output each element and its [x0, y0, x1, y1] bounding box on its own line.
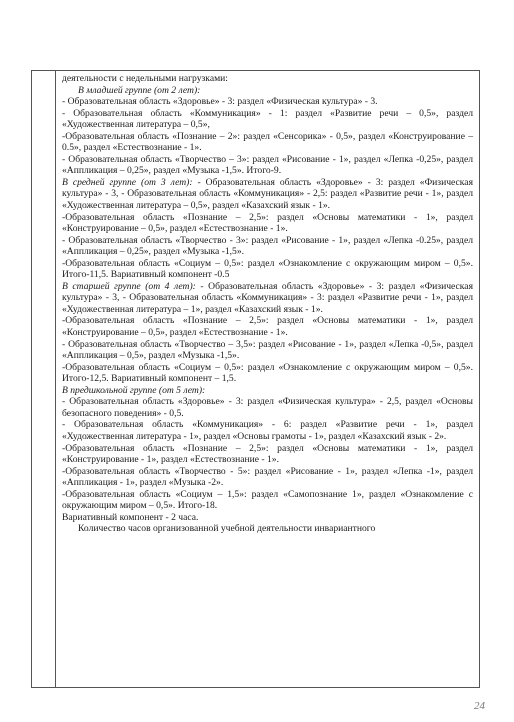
paragraph — [62, 523, 473, 535]
table-bottom-border — [31, 687, 480, 688]
paragraph — [62, 385, 473, 397]
paragraph-text: Количество часов организованной учебной деятельности инвариантного — [78, 523, 376, 535]
paragraph — [62, 512, 473, 524]
paragraph — [62, 85, 473, 97]
document-body — [56, 70, 479, 535]
paragraph-text: Вариативный компонент - 2 часа. — [62, 511, 199, 523]
paragraph-text: В старшей группе (от 4 лет): — [62, 280, 196, 292]
paragraph-text: - Образовательная область «Творчество – 3,5»: раздел «Рисование - 1», раздел «Лепка -0,5», раздел «Аппликация – 0,5», раздел «Музыка -1,5». — [62, 338, 473, 362]
paragraph — [62, 212, 473, 235]
paragraph-text: деятельности с недельными нагрузками: — [62, 73, 228, 84]
paragraph — [62, 466, 473, 489]
paragraph — [62, 443, 473, 466]
paragraph — [62, 396, 473, 419]
paragraph — [62, 96, 473, 108]
paragraph — [62, 108, 473, 131]
paragraph — [62, 362, 473, 385]
paragraph — [62, 315, 473, 338]
paragraph-text: -Образовательная область «Социум – 0,5»: раздел «Ознакомление с окружающим миром – 0,5». Итого-12,5. Вариативный компонент – 1,5. — [62, 361, 473, 385]
paragraph-text: - Образовательная область «Здоровье» - 3: раздел «Физическая культура» - 3. — [62, 96, 378, 108]
paragraph-text: В предшкольной группе (от 5 лет): — [62, 384, 206, 396]
paragraph — [62, 339, 473, 362]
paragraph-text: -Образовательная область «Познание – 2,5»: раздел «Основы математики - 1», раздел «Конструирование – 0,5», раздел «Естествознание - 1». — [62, 315, 473, 339]
paragraph-text: - Образовательная область «Коммуникация» - 6: раздел «Развитие речи - 1», раздел «Художественная литература - 1», раздел «Основы грамоты - 1», раздел «Казахский язык - 2». — [62, 419, 473, 442]
paragraph-text: -Образовательная область «Познание – 2»: раздел «Сенсорика» - 0,5», раздел «Конструирование – 0.5», раздел «Естествознание - 1». — [62, 130, 473, 154]
paragraph-text: -Образовательная область «Познание – 2,5»: раздел «Основы математики - 1», раздел «Конструирование – 0,5», раздел «Естествознание - 1». — [62, 211, 473, 235]
paragraph-text: - Образовательная область «Здоровье» - 3: раздел «Физическая культура» - 2,5, раздел «Основы безопасного поведения» - 0,5. — [62, 396, 473, 419]
paragraph-text: -Образовательная область «Социум – 0,5»: раздел «Ознакомление с окружающим миром – 0,5». Итого-11,5. Вариативный компонент -0.5 — [62, 257, 473, 281]
paragraph-text: В младшей группе (от 2 лет): — [78, 84, 201, 96]
table-content-cell — [55, 70, 480, 687]
paragraph-text: -Образовательная область «Социум – 1,5»: раздел «Самопознание 1», раздел «Ознакомление с окружающим миром – 0,5». Итого-18. — [62, 488, 473, 512]
table-left-column — [31, 70, 55, 687]
paragraph-text: - Образовательная область «Творчество – 3»: раздел «Рисование - 1», раздел «Лепка -0,25», раздел «Аппликация – 0,25», раздел «Музыка -1,5». Итого-9. — [62, 153, 473, 177]
paragraph-text-continued: - Образовательная область «Здоровье» - 3: раздел «Физическая культура» - 3, - Образовательная область «Коммуникация» - 3: раздел «Развитие речи - 1», раздел «Художественная литература – 1», раздел «Казахский язык - 1». — [62, 280, 473, 315]
paragraph-text: -Образовательная область «Творчество - 5»: раздел «Рисование - 1», раздел «Лепка -1», раздел «Аппликация - 1», раздел «Музыка -2». — [62, 465, 473, 489]
paragraph — [62, 281, 473, 316]
paragraph — [62, 419, 473, 442]
paragraph — [62, 177, 473, 212]
paragraph-text: В средней группе (от 3 лет): — [62, 176, 193, 188]
paragraph-text: - Образовательная область «Творчество - 3»: раздел «Рисование - 1», раздел «Лепка -0.25», раздел «Аппликация – 0,25», раздел «Музыка -1,5». — [62, 234, 473, 258]
page-number: 24 — [474, 700, 485, 712]
paragraph — [62, 154, 473, 177]
paragraph-text: -Образовательная область «Познание – 2,5»: раздел «Основы математики - 1», раздел «Конструирование - 1», раздел «Естествознание - 1». — [62, 442, 473, 466]
paragraph-text-continued: - Образовательная область «Здоровье» - 3: раздел «Физическая культура» - 3, - Образовательная область «Коммуникация» - 2,5: раздел «Развитие речи - 1», раздел «Художественная литература – 0,5», раздел «Казахский язык - 1». — [62, 176, 473, 212]
paragraph — [62, 489, 473, 512]
paragraph — [62, 73, 473, 85]
paragraph-text: - Образовательная область «Коммуникация» - 1: раздел «Развитие речи – 0,5», раздел «Художественная литература – 0,5», — [62, 107, 473, 131]
paragraph — [62, 235, 473, 258]
paragraph — [62, 131, 473, 154]
paragraph — [62, 258, 473, 281]
